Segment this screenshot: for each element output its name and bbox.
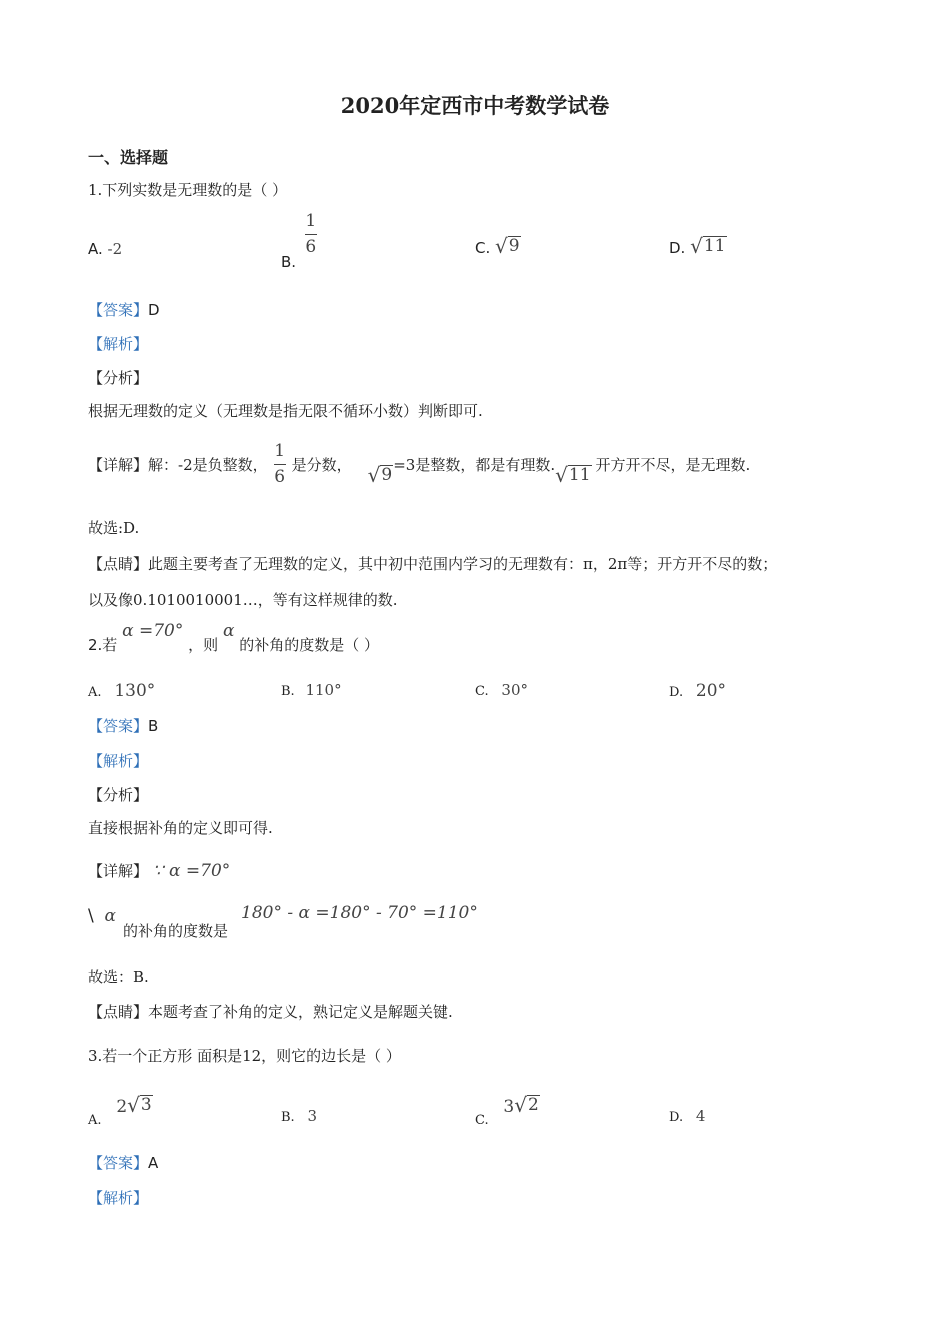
- option-letter: C.: [475, 239, 491, 257]
- fraction-bar: [305, 234, 317, 235]
- answer-value: A: [148, 1154, 159, 1172]
- sqrt-expression: [495, 236, 521, 256]
- q2-option-b: [281, 681, 342, 699]
- option-value: 4: [695, 1107, 706, 1125]
- q2-stem: [88, 620, 379, 664]
- option-letter: C.: [475, 684, 489, 699]
- radical-sign: √: [690, 234, 703, 258]
- q1-fenxi-text: 根据无理数的定义（无理数是指无限不循环小数）判断即可.: [88, 402, 483, 420]
- section-heading: 一、选择题: [88, 148, 169, 167]
- fraction-numerator: 1: [274, 441, 286, 461]
- option-letter: B.: [281, 1110, 295, 1125]
- coefficient: 2: [116, 1097, 128, 1117]
- q3-stem: 3.若一个正方形 面积是12，则它的边长是（ ）: [88, 1047, 401, 1065]
- radical-sign: √: [367, 462, 381, 487]
- detail-text-3: =3是整数，都是有理数.: [393, 456, 556, 474]
- stem-prefix: 2.若: [88, 636, 118, 654]
- q3-option-d: [669, 1107, 705, 1125]
- option-letter: A.: [88, 685, 102, 700]
- therefore-symbol: \: [88, 906, 94, 926]
- option-letter: C.: [475, 1113, 489, 1128]
- q2-detail: [88, 860, 230, 881]
- q1-option-c: [475, 236, 521, 257]
- q1-option-d: [669, 236, 727, 257]
- radical-sign: √: [555, 462, 568, 487]
- q2-analysis-tag: 【解析】: [88, 752, 149, 770]
- radicand: 9: [381, 464, 393, 485]
- detail-math-text: 180° - α =180° - 70° =110°: [241, 903, 478, 923]
- detail-text-4: 开方开不尽，是无理数.: [595, 456, 751, 474]
- q1-comment-2: 以及像0.1010010001…，等有这样规律的数.: [88, 591, 398, 609]
- sqrt-expression: [127, 1095, 153, 1115]
- stem-math: [122, 621, 183, 641]
- option-value: 110°: [305, 681, 342, 699]
- option-letter: A.: [88, 240, 103, 258]
- fraction-denominator: 6: [305, 237, 317, 257]
- q1-option-a: [88, 240, 122, 258]
- q2-option-c: [475, 681, 528, 699]
- option-letter: A.: [88, 1113, 102, 1128]
- detail-tag: 【详解】: [88, 456, 149, 474]
- option-value: -2: [107, 240, 123, 258]
- answer-tag: 【答案】: [88, 1154, 149, 1172]
- q3-option-c: [475, 1095, 540, 1131]
- q2-therefore: [88, 900, 116, 944]
- fraction-denominator: 6: [274, 467, 286, 487]
- detail-text-2: 是分数，: [291, 456, 352, 474]
- q2-option-a: [88, 681, 155, 701]
- q3-analysis-tag: 【解析】: [88, 1189, 149, 1207]
- radicand: 2: [527, 1095, 539, 1116]
- answer-value: D: [148, 301, 160, 319]
- stem-mid: ，则: [188, 636, 219, 654]
- option-letter: B.: [281, 252, 297, 271]
- sqrt-expression: [514, 1095, 540, 1115]
- fraction: [274, 443, 286, 486]
- q1-comment: [88, 553, 777, 574]
- option-letter: D.: [669, 1110, 684, 1125]
- q1-choose: 故选:D.: [88, 519, 140, 537]
- stem-suffix: 的补角的度数是（ ）: [239, 636, 379, 654]
- comment-text: 此题主要考查了无理数的定义，其中初中范围内学习的无理数有：π，2π等；开方开不尽的数；: [148, 555, 778, 573]
- radicand: 3: [140, 1095, 152, 1116]
- q1-fenxi-tag: 【分析】: [88, 369, 149, 387]
- q1-detail: [88, 443, 750, 486]
- answer-tag: 【答案】: [88, 717, 149, 735]
- alpha-symbol: α: [104, 906, 116, 926]
- radical-sign: √: [514, 1093, 527, 1117]
- fraction: [305, 213, 317, 256]
- detail-math: [153, 861, 230, 881]
- option-value: 3: [307, 1107, 318, 1125]
- q2-detail-math-2: [241, 903, 478, 923]
- sqrt-expression: [367, 462, 394, 487]
- option-letter: D.: [669, 239, 686, 257]
- radical-sign: √: [127, 1093, 140, 1117]
- detail-math-text: ∵ α =70°: [152, 861, 231, 881]
- answer-value: B: [148, 717, 159, 735]
- q1-option-b: [281, 211, 317, 271]
- option-value: 30°: [501, 681, 528, 699]
- fraction-numerator: 1: [305, 211, 317, 231]
- q2-choose: 故选：B.: [88, 968, 149, 986]
- fraction-bar: [274, 464, 286, 465]
- option-letter: D.: [669, 685, 684, 700]
- q1-answer: [88, 299, 160, 320]
- alpha-symbol: α =70°: [122, 621, 184, 641]
- comment-tag: 【点睛】: [88, 1003, 149, 1021]
- q2-fenxi-text: 直接根据补角的定义即可得.: [88, 819, 273, 837]
- radical-sign: √: [495, 234, 508, 258]
- option-value: 20°: [695, 681, 727, 701]
- radicand: 11: [568, 464, 591, 485]
- page-title: 2020年定西市中考数学试卷: [340, 93, 610, 118]
- q2-fenxi-tag: 【分析】: [88, 786, 149, 804]
- sqrt-expression: [690, 236, 726, 256]
- q3-option-a: [88, 1095, 153, 1131]
- detail-tag: 【详解】: [88, 862, 149, 880]
- q2-detail-2: 的补角的度数是: [123, 922, 229, 940]
- detail-text-1: 解：-2是负整数，: [148, 456, 268, 474]
- coefficient: 3: [503, 1097, 515, 1117]
- q2-comment: [88, 1001, 453, 1022]
- q1-stem: 1.下列实数是无理数的是（ ）: [88, 181, 288, 199]
- radicand: 9: [508, 236, 520, 257]
- answer-tag: 【答案】: [88, 301, 149, 319]
- option-value: 130°: [114, 681, 156, 701]
- option-letter: B.: [281, 684, 295, 699]
- comment-tag: 【点睛】: [88, 555, 149, 573]
- q3-answer: [88, 1152, 158, 1173]
- q2-answer: [88, 715, 158, 736]
- q2-option-d: [669, 681, 726, 701]
- q1-analysis-tag: 【解析】: [88, 335, 149, 353]
- sqrt-expression: [555, 462, 591, 487]
- alpha-symbol: α: [222, 621, 235, 641]
- radicand: 11: [703, 236, 726, 257]
- comment-text: 本题考查了补角的定义，熟记定义是解题关键.: [148, 1003, 453, 1021]
- q3-option-b: [281, 1107, 317, 1125]
